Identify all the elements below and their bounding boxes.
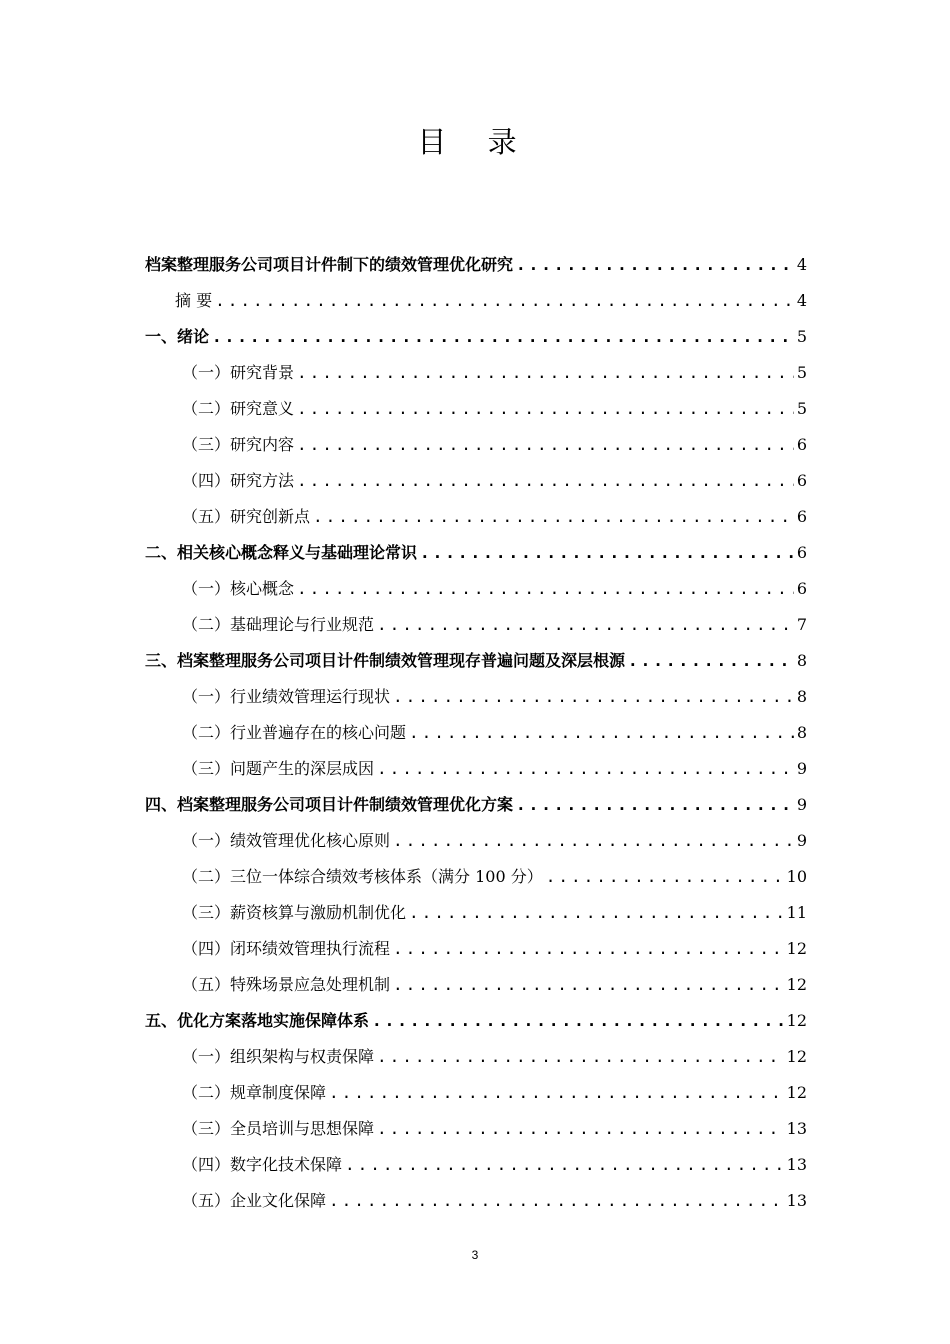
toc-entry[interactable] [145,319,807,355]
toc-entry-page: 8 [796,651,807,670]
dot-leader [377,1111,784,1147]
dot-leader [546,859,784,895]
table-of-contents [145,247,807,1219]
toc-entry-label: （三）问题产生的深层成因 [182,759,375,778]
dot-leader [393,967,784,1003]
toc-entry-page: 6 [796,507,807,526]
dot-leader [420,535,794,571]
toc-entry-label: （三）薪资核算与激励机制优化 [182,903,407,922]
toc-entry-page: 6 [796,579,807,598]
dot-leader [297,463,794,499]
toc-entry-label: （二）规章制度保障 [182,1083,327,1102]
toc-entry-label: 二、相关核心概念释义与基础理论常识 [145,543,418,562]
toc-entry-label: （四）研究方法 [182,471,295,490]
dot-leader [215,283,794,319]
toc-entry[interactable] [145,499,807,535]
toc-entry-page: 13 [786,1191,807,1210]
toc-entry-label: 四、档案整理服务公司项目计件制绩效管理优化方案 [145,795,514,814]
toc-entry-label: 三、档案整理服务公司项目计件制绩效管理现存普遍问题及深层根源 [145,651,626,670]
toc-entry[interactable] [145,1003,807,1039]
dot-leader [329,1183,784,1219]
toc-entry[interactable] [145,1075,807,1111]
toc-entry-page: 10 [786,867,807,886]
toc-entry-page: 4 [796,291,807,310]
toc-entry-page: 13 [786,1155,807,1174]
toc-entry[interactable] [145,1039,807,1075]
toc-entry[interactable] [145,283,807,319]
toc-entry-page: 5 [796,327,807,346]
toc-entry-page: 9 [796,831,807,850]
toc-entry[interactable] [145,247,807,283]
toc-entry-label: （一）绩效管理优化核心原则 [182,831,391,850]
toc-entry[interactable] [145,427,807,463]
dot-leader [313,499,794,535]
dot-leader [377,1039,784,1075]
dot-leader [377,607,794,643]
dot-leader [377,751,794,787]
toc-entry-label: 一、绪论 [145,327,210,346]
dot-leader [297,355,794,391]
toc-entry-label: （一）研究背景 [182,363,295,382]
toc-entry-label: （五）企业文化保障 [182,1191,327,1210]
toc-entry-label: （二）行业普遍存在的核心问题 [182,723,407,742]
toc-entry-page: 6 [796,471,807,490]
toc-entry[interactable] [145,1147,807,1183]
page-number: 3 [471,1248,479,1262]
toc-entry-label: 摘 要 [175,291,213,310]
toc-entry-page: 8 [796,723,807,742]
toc-entry[interactable] [145,715,807,751]
toc-entry-page: 9 [796,759,807,778]
toc-entry-page: 12 [786,1011,807,1030]
toc-entry-page: 12 [786,975,807,994]
toc-entry-label: （四）闭环绩效管理执行流程 [182,939,391,958]
toc-entry-label: （五）研究创新点 [182,507,311,526]
toc-entry[interactable] [145,355,807,391]
toc-entry[interactable] [145,967,807,1003]
toc-entry[interactable] [145,535,807,571]
toc-entry-page: 11 [786,903,807,922]
toc-entry[interactable] [145,571,807,607]
toc-entry-label: （二）三位一体综合绩效考核体系（满分 100 分） [182,867,543,886]
dot-leader [329,1075,784,1111]
toc-entry-page: 12 [786,1083,807,1102]
toc-entry-page: 12 [786,1047,807,1066]
toc-entry[interactable] [145,751,807,787]
toc-entry-page: 13 [786,1119,807,1138]
dot-leader [393,931,784,967]
toc-entry-page: 4 [796,255,807,274]
toc-entry-label: （一）行业绩效管理运行现状 [182,687,391,706]
toc-entry[interactable] [145,895,807,931]
dot-leader [393,679,794,715]
toc-entry-label: （三）研究内容 [182,435,295,454]
toc-entry-label: （三）全员培训与思想保障 [182,1119,375,1138]
dot-leader [516,787,794,823]
toc-entry[interactable] [145,463,807,499]
toc-entry-label: 档案整理服务公司项目计件制下的绩效管理优化研究 [145,255,514,274]
toc-entry[interactable] [145,787,807,823]
toc-entry-label: （一）组织架构与权责保障 [182,1047,375,1066]
toc-entry[interactable] [145,607,807,643]
toc-entry-label: （二）基础理论与行业规范 [182,615,375,634]
toc-entry-page: 5 [796,399,807,418]
dot-leader [297,571,794,607]
dot-leader [372,1003,784,1039]
dot-leader [409,715,794,751]
toc-entry[interactable] [145,391,807,427]
dot-leader [297,391,794,427]
toc-entry[interactable] [145,1111,807,1147]
toc-entry[interactable] [145,859,807,895]
dot-leader [297,427,794,463]
toc-entry-page: 9 [796,795,807,814]
dot-leader [516,247,794,283]
toc-entry-page: 7 [796,615,807,634]
toc-entry-label: （五）特殊场景应急处理机制 [182,975,391,994]
dot-leader [345,1147,784,1183]
toc-entry-page: 6 [796,435,807,454]
toc-entry[interactable] [145,643,807,679]
dot-leader [409,895,784,931]
toc-entry[interactable] [145,823,807,859]
toc-entry[interactable] [145,1183,807,1219]
page-title: 目 录 [417,125,533,159]
toc-entry-page: 8 [796,687,807,706]
toc-entry-label: 五、优化方案落地实施保障体系 [145,1011,370,1030]
toc-entry-page: 6 [796,543,807,562]
toc-entry-label: （四）数字化技术保障 [182,1155,343,1174]
toc-entry-label: （二）研究意义 [182,399,295,418]
toc-entry-page: 12 [786,939,807,958]
dot-leader [628,643,794,679]
toc-entry-page: 5 [796,363,807,382]
toc-entry[interactable] [145,931,807,967]
dot-leader [393,823,794,859]
dot-leader [212,319,794,355]
toc-entry-label: （一）核心概念 [182,579,295,598]
toc-entry[interactable] [145,679,807,715]
